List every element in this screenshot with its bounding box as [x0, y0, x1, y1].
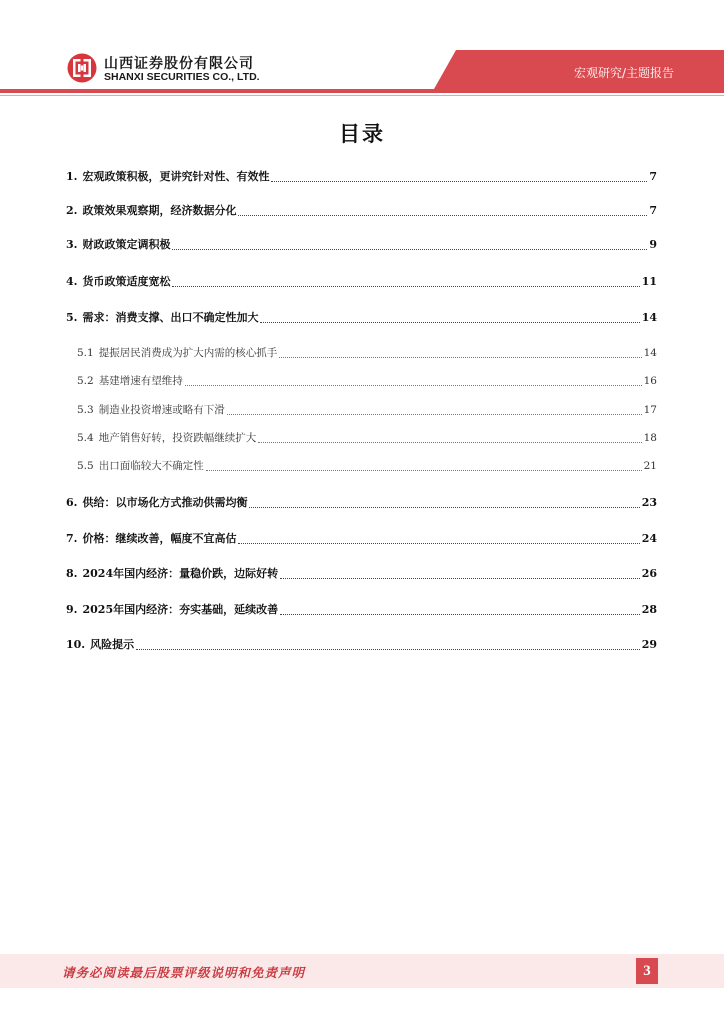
page-header — [0, 0, 724, 100]
toc-leader-dots — [238, 543, 639, 544]
toc-entry-number: 5.4 — [77, 432, 94, 444]
toc-entry-number: 6. — [66, 496, 78, 509]
toc-entry-page: 21 — [643, 460, 657, 472]
toc-entry-number: 5.3 — [77, 404, 94, 416]
toc-entry-label: 财政政策定调积极 — [82, 238, 171, 251]
toc-entry-number: 1. — [66, 170, 78, 183]
toc-entry[interactable] — [77, 402, 657, 418]
toc-entry-page: 23 — [641, 496, 657, 509]
toc-entry-label: 基建增速有望维持 — [98, 375, 183, 387]
toc-entry[interactable] — [66, 531, 657, 547]
toc-leader-dots — [172, 249, 647, 250]
toc-entry-number: 5. — [66, 311, 78, 324]
toc-leader-dots — [258, 442, 641, 443]
toc-leader-dots — [238, 215, 647, 216]
toc-entry-page: 28 — [641, 603, 657, 616]
toc-entry-page: 11 — [641, 275, 657, 288]
toc-entry-number: 5.1 — [77, 347, 94, 359]
toc-title: 目录 — [339, 122, 385, 146]
toc-entry-number: 5.5 — [77, 460, 94, 472]
toc-entry-label: 政策效果观察期，经济数据分化 — [82, 204, 237, 217]
toc-entry[interactable] — [66, 602, 657, 618]
toc-entry[interactable] — [66, 203, 657, 219]
toc-entry-page: 14 — [643, 347, 657, 359]
toc-entry-label: 2025年国内经济：夯实基础，延续改善 — [82, 603, 279, 616]
toc-entry[interactable] — [66, 637, 657, 653]
toc-leader-dots — [280, 578, 640, 579]
toc-leader-dots — [227, 414, 642, 415]
toc-entry[interactable] — [66, 237, 657, 253]
toc-entry-label: 提振居民消费成为扩大内需的核心抓手 — [98, 347, 278, 359]
company-logo-icon — [66, 52, 98, 84]
toc-entry-page: 29 — [641, 638, 657, 651]
company-name-en: SHANXI SECURITIES CO., LTD. — [104, 71, 260, 83]
toc-entry-label: 价格：继续改善，幅度不宜高估 — [82, 532, 237, 545]
page-number: 3 — [636, 958, 658, 984]
toc-entry-number: 2. — [66, 204, 78, 217]
toc-entry-label: 宏观政策积极，更讲究针对性、有效性 — [82, 170, 270, 183]
toc-entry-label: 出口面临较大不确定性 — [98, 460, 204, 472]
toc-entry-page: 24 — [641, 532, 657, 545]
toc-leader-dots — [136, 649, 640, 650]
toc-entry-page: 9 — [649, 238, 657, 251]
toc-entry-number: 3. — [66, 238, 78, 251]
toc-entry-label: 地产销售好转，投资跌幅继续扩大 — [98, 432, 257, 444]
toc-entry-page: 18 — [643, 432, 657, 444]
toc-entry[interactable] — [77, 373, 657, 389]
toc-entry-page: 7 — [649, 204, 657, 217]
toc-leader-dots — [260, 322, 639, 323]
toc-entry-number: 7. — [66, 532, 78, 545]
company-name-cn: 山西证券股份有限公司 — [104, 56, 254, 72]
toc-entry-number: 5.2 — [77, 375, 94, 387]
toc-leader-dots — [249, 507, 639, 508]
report-type-label: 宏观研究/主题报告 — [573, 66, 674, 80]
toc-leader-dots — [172, 286, 639, 287]
toc-entry[interactable] — [77, 345, 657, 361]
toc-entry-page: 26 — [641, 567, 657, 580]
header-divider-thin — [0, 95, 724, 96]
toc-leader-dots — [271, 181, 647, 182]
toc-entry-page: 14 — [641, 311, 657, 324]
header-divider — [0, 89, 724, 93]
toc-entry-label: 货币政策适度宽松 — [82, 275, 171, 288]
toc-entry[interactable] — [66, 274, 657, 290]
toc-entry[interactable] — [77, 430, 657, 446]
toc-entry-label: 供给：以市场化方式推动供需均衡 — [82, 496, 248, 509]
disclaimer-link[interactable]: 请务必阅读最后股票评级说明和免责声明 — [62, 965, 306, 980]
toc-entry-number: 4. — [66, 275, 78, 288]
toc-leader-dots — [280, 614, 640, 615]
toc-entry-page: 7 — [649, 170, 657, 183]
toc-entry-label: 制造业投资增速或略有下滑 — [98, 404, 225, 416]
toc-leader-dots — [279, 357, 641, 358]
toc-entry-label: 风险提示 — [90, 638, 135, 651]
toc-entry-label: 需求：消费支撑、出口不确定性加大 — [82, 311, 259, 324]
toc-entry[interactable] — [66, 566, 657, 582]
toc-entry[interactable] — [77, 458, 657, 474]
toc-entry-page: 17 — [643, 404, 657, 416]
toc-entry-label: 2024年国内经济：量稳价跌，边际好转 — [82, 567, 279, 580]
toc-entry-number: 10. — [66, 638, 86, 651]
toc-leader-dots — [185, 385, 642, 386]
toc-entry-number: 9. — [66, 603, 78, 616]
toc-leader-dots — [206, 470, 642, 471]
toc-entry[interactable] — [66, 495, 657, 511]
toc-entry-page: 16 — [643, 375, 657, 387]
toc-entry-number: 8. — [66, 567, 78, 580]
toc-entry[interactable] — [66, 310, 657, 326]
toc-entry[interactable] — [66, 169, 657, 185]
